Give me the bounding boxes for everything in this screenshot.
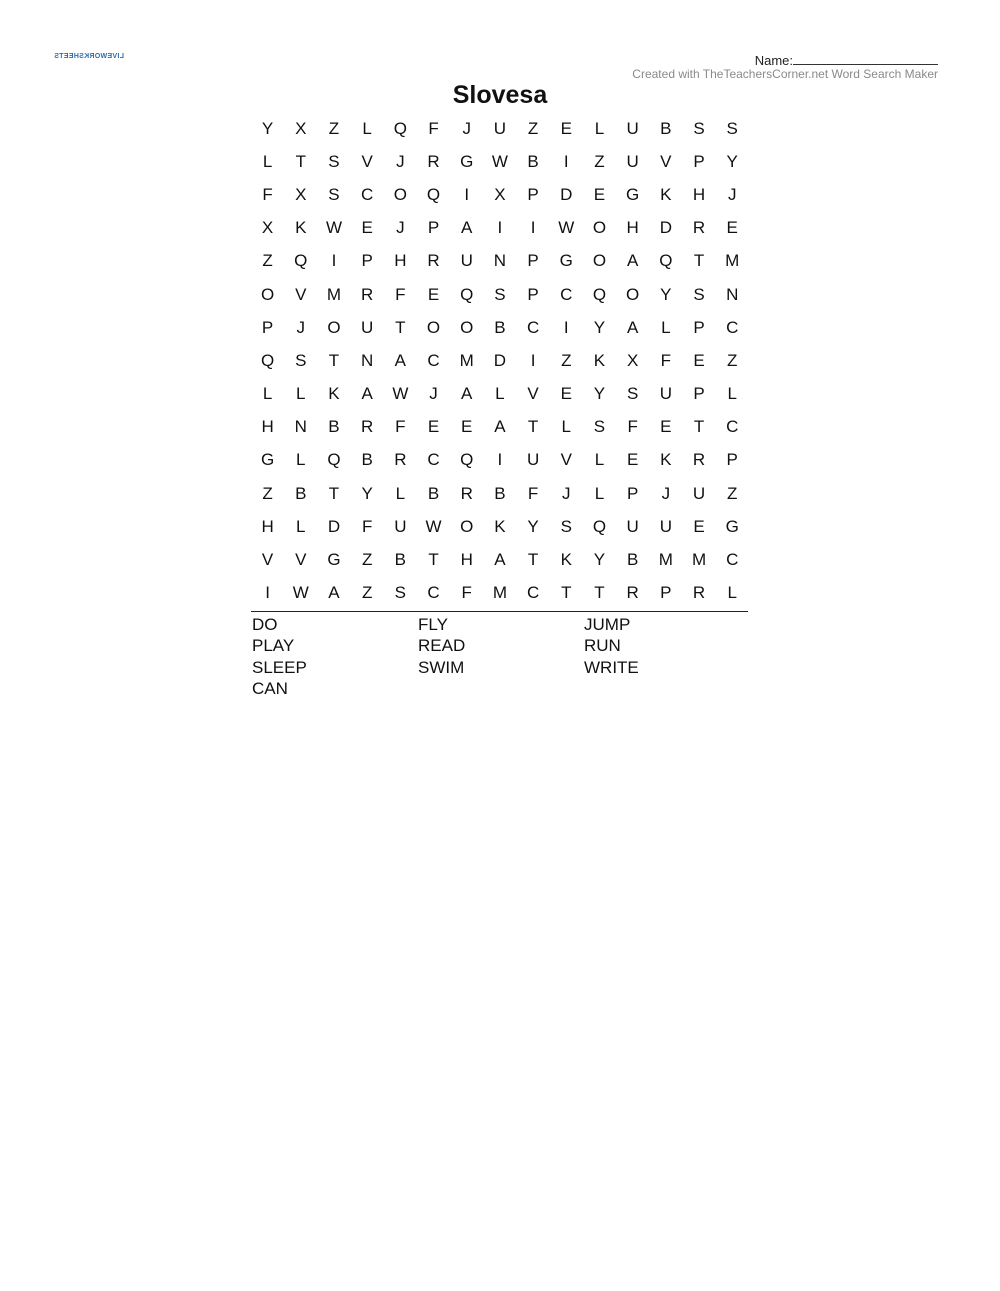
grid-letter[interactable]: I bbox=[464, 184, 470, 204]
grid-letter[interactable]: G bbox=[327, 550, 341, 570]
grid-letter[interactable]: P bbox=[660, 583, 672, 603]
grid-letter[interactable]: P bbox=[726, 450, 738, 470]
grid-letter[interactable]: B bbox=[427, 483, 440, 503]
grid-letter[interactable]: B bbox=[494, 317, 506, 337]
grid-letter[interactable]: L bbox=[362, 118, 372, 138]
grid-letter[interactable]: T bbox=[594, 583, 605, 603]
grid-letter[interactable]: L bbox=[594, 450, 605, 470]
grid-letter[interactable]: S bbox=[726, 118, 738, 138]
grid-letter[interactable]: Z bbox=[561, 350, 572, 370]
grid-letter[interactable]: A bbox=[328, 583, 340, 603]
grid-letter[interactable]: P bbox=[261, 317, 274, 337]
grid-letter[interactable]: Q bbox=[460, 284, 474, 304]
grid-letter[interactable]: Y bbox=[660, 284, 672, 304]
grid-letter[interactable]: K bbox=[593, 350, 606, 370]
grid-letter[interactable]: U bbox=[626, 516, 639, 536]
grid-letter[interactable]: K bbox=[494, 516, 506, 536]
grid-letter[interactable]: O bbox=[327, 317, 341, 337]
word-list-item: FLY bbox=[418, 615, 448, 634]
grid-letter[interactable]: S bbox=[693, 284, 705, 304]
grid-letter[interactable]: D bbox=[560, 184, 573, 204]
grid-letter[interactable]: P bbox=[427, 218, 440, 238]
grid-letter[interactable]: T bbox=[295, 151, 306, 171]
grid-letter[interactable]: U bbox=[460, 251, 473, 271]
grid-letter[interactable]: X bbox=[626, 350, 639, 370]
grid-letter[interactable]: R bbox=[361, 284, 374, 304]
grid-letter[interactable]: E bbox=[693, 516, 705, 536]
grid-letter[interactable]: S bbox=[328, 184, 340, 204]
grid-letter[interactable]: F bbox=[527, 483, 539, 503]
grid-letter[interactable]: A bbox=[461, 384, 473, 404]
grid-letter[interactable]: F bbox=[428, 118, 439, 138]
grid-letter[interactable]: V bbox=[361, 151, 373, 171]
grid-letter[interactable]: S bbox=[394, 583, 407, 603]
grid-letter[interactable]: T bbox=[395, 317, 406, 337]
grid-letter[interactable]: A bbox=[361, 384, 373, 404]
grid-letter[interactable]: I bbox=[563, 317, 569, 337]
grid-letter[interactable]: Y bbox=[527, 516, 539, 536]
grid-letter[interactable]: Z bbox=[361, 583, 373, 603]
grid-letter[interactable]: M bbox=[492, 583, 507, 603]
grid-letter[interactable]: I bbox=[265, 583, 270, 603]
grid-letter[interactable]: E bbox=[660, 417, 672, 437]
grid-letter[interactable]: Z bbox=[262, 483, 273, 503]
grid-letter[interactable]: W bbox=[491, 151, 508, 171]
grid-letter[interactable]: Y bbox=[593, 317, 606, 337]
grid-letter[interactable]: F bbox=[627, 417, 638, 437]
grid-letter[interactable]: L bbox=[395, 483, 406, 503]
grid-letter[interactable]: U bbox=[493, 118, 507, 138]
grid-letter[interactable]: Z bbox=[527, 118, 539, 138]
grid-letter[interactable]: Q bbox=[260, 350, 275, 370]
grid-letter[interactable]: Y bbox=[593, 384, 606, 404]
grid-letter[interactable]: Y bbox=[361, 483, 373, 503]
grid-letter[interactable]: C bbox=[726, 417, 739, 437]
grid-letter[interactable]: I bbox=[497, 450, 503, 470]
grid-letter[interactable]: E bbox=[560, 118, 572, 138]
grid-letter[interactable]: R bbox=[427, 251, 440, 271]
grid-letter[interactable]: W bbox=[392, 384, 409, 404]
grid-letter[interactable]: V bbox=[527, 384, 539, 404]
grid-letter[interactable]: X bbox=[261, 218, 274, 238]
grid-letter[interactable]: C bbox=[526, 583, 540, 603]
grid-letter[interactable]: S bbox=[593, 417, 606, 437]
word-list bbox=[252, 614, 752, 699]
grid-letter[interactable]: V bbox=[295, 284, 307, 304]
grid-letter[interactable]: Q bbox=[327, 450, 341, 470]
grid-letter[interactable]: J bbox=[396, 218, 405, 238]
grid-letter[interactable]: T bbox=[527, 417, 539, 437]
grid-letter[interactable]: K bbox=[660, 450, 672, 470]
grid-letter[interactable]: B bbox=[361, 450, 373, 470]
grid-letter[interactable]: H bbox=[692, 184, 706, 204]
grid-letter[interactable]: J bbox=[429, 384, 438, 404]
grid-letter[interactable]: A bbox=[394, 350, 407, 370]
grid-letter[interactable]: R bbox=[361, 417, 374, 437]
grid-letter[interactable]: L bbox=[262, 384, 273, 404]
grid-letter[interactable]: M bbox=[326, 284, 342, 304]
grid-letter[interactable]: O bbox=[260, 284, 275, 304]
grid-letter[interactable]: C bbox=[427, 450, 440, 470]
grid-letter[interactable]: O bbox=[460, 516, 474, 536]
grid-letter[interactable]: P bbox=[361, 251, 373, 271]
grid-letter[interactable]: A bbox=[461, 218, 473, 238]
grid-letter[interactable]: B bbox=[527, 151, 539, 171]
grid-letter[interactable]: H bbox=[261, 516, 274, 536]
grid-letter[interactable]: B bbox=[626, 550, 639, 570]
grid-letter[interactable]: F bbox=[461, 583, 472, 603]
grid-letter[interactable]: J bbox=[396, 151, 405, 171]
grid-letter[interactable]: W bbox=[425, 516, 442, 536]
grid-letter[interactable]: A bbox=[626, 317, 639, 337]
page-title: Slovesa bbox=[452, 81, 548, 109]
grid-letter[interactable]: B bbox=[494, 483, 506, 503]
grid-letter[interactable]: J bbox=[661, 483, 671, 503]
grid-letter[interactable]: Z bbox=[727, 350, 738, 370]
grid-letter[interactable]: N bbox=[294, 417, 307, 437]
grid-letter[interactable]: I bbox=[563, 151, 569, 171]
grid-letter[interactable]: S bbox=[295, 350, 307, 370]
grid-letter[interactable]: Q bbox=[294, 251, 308, 271]
word-list-item: SWIM bbox=[418, 657, 465, 677]
grid-letter[interactable]: Y bbox=[593, 550, 606, 570]
grid-letter[interactable]: U bbox=[659, 516, 672, 536]
grid-letter[interactable]: T bbox=[428, 550, 439, 570]
word-list-item: CAN bbox=[252, 678, 288, 698]
grid-letter[interactable]: U bbox=[526, 450, 540, 470]
grid-letter[interactable]: P bbox=[693, 317, 705, 337]
grid-letter[interactable]: A bbox=[494, 550, 506, 570]
grid-letter[interactable]: A bbox=[494, 417, 506, 437]
grid-letter[interactable]: Q bbox=[393, 118, 407, 138]
grid-letter[interactable]: Q bbox=[592, 284, 607, 304]
grid-letter[interactable]: N bbox=[726, 284, 739, 304]
grid-letter[interactable]: R bbox=[692, 450, 706, 470]
grid-letter[interactable]: D bbox=[493, 350, 507, 370]
grid-letter[interactable]: B bbox=[295, 483, 307, 503]
grid-letter[interactable]: B bbox=[394, 550, 407, 570]
grid-letter[interactable]: L bbox=[495, 384, 505, 404]
grid-letter[interactable]: J bbox=[562, 483, 571, 503]
grid-letter[interactable]: F bbox=[262, 184, 273, 204]
grid-letter[interactable]: L bbox=[594, 483, 605, 503]
divider bbox=[251, 611, 748, 612]
grid-letter[interactable]: L bbox=[296, 516, 306, 536]
grid-letter[interactable]: C bbox=[526, 317, 540, 337]
grid-letter[interactable]: M bbox=[459, 350, 474, 370]
grid-letter[interactable]: N bbox=[493, 251, 507, 271]
word-list-item: PLAY bbox=[252, 636, 295, 656]
grid-letter[interactable]: L bbox=[661, 317, 671, 337]
grid-letter[interactable]: D bbox=[659, 218, 672, 238]
grid-letter[interactable]: T bbox=[328, 483, 340, 503]
grid-letter[interactable]: M bbox=[725, 251, 740, 271]
grid-letter[interactable]: P bbox=[527, 251, 539, 271]
grid-letter[interactable]: S bbox=[693, 118, 705, 138]
grid-letter[interactable]: Q bbox=[426, 184, 441, 204]
grid-letter[interactable]: R bbox=[460, 483, 473, 503]
grid-letter[interactable]: T bbox=[693, 251, 705, 271]
grid-letter[interactable]: E bbox=[626, 450, 639, 470]
name-field[interactable] bbox=[755, 52, 938, 68]
grid-letter[interactable]: E bbox=[427, 417, 440, 437]
grid-letter[interactable]: E bbox=[693, 350, 705, 370]
grid-letter[interactable]: M bbox=[658, 550, 673, 570]
word-list-item: SLEEP bbox=[252, 657, 307, 677]
grid-letter[interactable]: E bbox=[427, 284, 440, 304]
grid-letter[interactable]: E bbox=[361, 218, 373, 238]
grid-letter[interactable]: E bbox=[593, 184, 606, 204]
grid-letter[interactable]: I bbox=[530, 350, 536, 370]
grid-letter[interactable]: L bbox=[727, 384, 737, 404]
word-list-item: DO bbox=[252, 615, 278, 634]
grid-letter[interactable]: K bbox=[660, 184, 672, 204]
grid-letter[interactable]: H bbox=[261, 417, 274, 437]
grid-letter[interactable]: L bbox=[594, 118, 605, 138]
grid-letter[interactable]: Z bbox=[328, 118, 340, 138]
grid-letter[interactable]: E bbox=[726, 218, 738, 238]
grid-letter[interactable]: S bbox=[494, 284, 506, 304]
grid-letter[interactable]: C bbox=[726, 317, 739, 337]
grid-letter[interactable]: N bbox=[361, 350, 374, 370]
grid-letter[interactable]: L bbox=[727, 583, 737, 603]
grid-letter[interactable]: Q bbox=[592, 516, 607, 536]
word-list-item: WRITE bbox=[584, 657, 639, 677]
grid-letter[interactable]: G bbox=[559, 251, 573, 271]
grid-letter[interactable]: S bbox=[560, 516, 572, 536]
grid-letter[interactable]: J bbox=[296, 317, 306, 337]
grid-letter[interactable]: I bbox=[331, 251, 337, 271]
grid-letter[interactable]: L bbox=[296, 450, 306, 470]
grid-letter[interactable]: W bbox=[292, 583, 309, 603]
word-list-item: RUN bbox=[584, 636, 621, 656]
grid-letter[interactable]: O bbox=[592, 218, 607, 238]
grid-letter[interactable]: Q bbox=[460, 450, 474, 470]
grid-letter[interactable]: R bbox=[692, 218, 706, 238]
grid-letter[interactable]: R bbox=[394, 450, 407, 470]
grid-letter[interactable]: W bbox=[558, 218, 575, 238]
grid-letter[interactable]: A bbox=[626, 251, 639, 271]
grid-letter[interactable]: M bbox=[691, 550, 707, 570]
grid-letter[interactable]: X bbox=[295, 118, 307, 138]
grid-letter[interactable]: K bbox=[560, 550, 572, 570]
grid-letter[interactable]: U bbox=[692, 483, 706, 503]
grid-letter[interactable]: H bbox=[626, 218, 639, 238]
grid-letter[interactable]: Z bbox=[361, 550, 373, 570]
grid-letter[interactable]: R bbox=[626, 583, 639, 603]
word-list-item: JUMP bbox=[584, 615, 631, 634]
grid-letter[interactable]: K bbox=[295, 218, 307, 238]
grid-letter[interactable]: Y bbox=[261, 118, 274, 138]
grid-letter[interactable]: F bbox=[395, 284, 406, 304]
grid-letter[interactable]: F bbox=[361, 516, 373, 536]
grid-letter[interactable]: Z bbox=[262, 251, 273, 271]
liveworksheets-logo: LIVEWORKSHEETS bbox=[54, 53, 124, 60]
grid-letter[interactable]: G bbox=[626, 184, 640, 204]
grid-letter[interactable]: O bbox=[393, 184, 407, 204]
grid-letter[interactable]: T bbox=[561, 583, 572, 603]
grid-letter[interactable]: G bbox=[460, 151, 474, 171]
grid-letter[interactable]: O bbox=[592, 251, 607, 271]
name-blank-line[interactable] bbox=[793, 52, 938, 65]
grid-letter[interactable]: S bbox=[626, 384, 639, 404]
grid-letter[interactable]: U bbox=[626, 151, 639, 171]
grid-letter[interactable]: H bbox=[460, 550, 473, 570]
grid-letter[interactable]: Y bbox=[726, 151, 738, 171]
grid-letter[interactable]: J bbox=[727, 184, 737, 204]
credit-text: Created with TheTeachersCorner.net Word Search Maker bbox=[632, 67, 938, 81]
grid-letter[interactable]: Z bbox=[727, 483, 738, 503]
grid-letter[interactable]: Q bbox=[659, 251, 673, 271]
grid-letter[interactable]: O bbox=[460, 317, 474, 337]
grid-letter[interactable]: F bbox=[395, 417, 406, 437]
word-search-grid bbox=[251, 112, 749, 610]
grid-letter[interactable]: E bbox=[560, 384, 572, 404]
grid-letter[interactable]: P bbox=[527, 184, 539, 204]
grid-letter[interactable]: G bbox=[725, 516, 739, 536]
grid-letter[interactable]: P bbox=[626, 483, 639, 503]
grid-letter[interactable]: U bbox=[626, 118, 639, 138]
grid-letter[interactable]: V bbox=[295, 550, 307, 570]
grid-letter[interactable]: C bbox=[427, 583, 440, 603]
grid-letter[interactable]: O bbox=[626, 284, 640, 304]
grid-letter[interactable]: V bbox=[261, 550, 274, 570]
grid-letter[interactable]: U bbox=[361, 317, 374, 337]
grid-letter[interactable]: O bbox=[426, 317, 441, 337]
grid-letter[interactable]: I bbox=[497, 218, 503, 238]
grid-letter[interactable]: T bbox=[693, 417, 705, 437]
grid-letter[interactable]: C bbox=[361, 184, 374, 204]
grid-letter[interactable]: C bbox=[726, 550, 739, 570]
grid-letter[interactable]: S bbox=[328, 151, 340, 171]
grid-letter[interactable]: B bbox=[660, 118, 672, 138]
grid-letter[interactable]: D bbox=[327, 516, 341, 536]
name-label: Name: bbox=[754, 53, 793, 68]
grid-letter[interactable]: L bbox=[296, 384, 306, 404]
grid-letter[interactable]: B bbox=[328, 417, 340, 437]
grid-letter[interactable]: P bbox=[527, 284, 539, 304]
grid-letter[interactable]: F bbox=[660, 350, 672, 370]
grid-letter[interactable]: R bbox=[692, 583, 706, 603]
grid-letter[interactable]: L bbox=[262, 151, 273, 171]
grid-letter[interactable]: T bbox=[527, 550, 539, 570]
grid-letter[interactable]: I bbox=[530, 218, 536, 238]
grid-letter[interactable]: C bbox=[560, 284, 573, 304]
grid-letter[interactable]: H bbox=[394, 251, 407, 271]
grid-letter[interactable]: V bbox=[560, 450, 572, 470]
grid-letter[interactable]: X bbox=[295, 184, 307, 204]
grid-letter[interactable]: C bbox=[427, 350, 440, 370]
grid-letter[interactable]: G bbox=[260, 450, 275, 470]
grid-letter[interactable]: P bbox=[693, 384, 705, 404]
grid-letter[interactable]: E bbox=[461, 417, 473, 437]
grid-letter[interactable]: U bbox=[659, 384, 672, 404]
grid-letter[interactable]: L bbox=[561, 417, 572, 437]
grid-letter[interactable]: W bbox=[325, 218, 342, 238]
grid-letter[interactable]: U bbox=[394, 516, 407, 536]
grid-letter[interactable]: T bbox=[328, 350, 340, 370]
word-list-item: READ bbox=[418, 636, 466, 656]
grid-letter[interactable]: X bbox=[494, 184, 506, 204]
grid-letter[interactable]: K bbox=[328, 384, 340, 404]
grid-letter[interactable]: J bbox=[462, 118, 471, 138]
grid-letter[interactable]: R bbox=[427, 151, 440, 171]
grid-letter[interactable]: P bbox=[693, 151, 705, 171]
grid-letter[interactable]: Z bbox=[594, 151, 605, 171]
grid-letter[interactable]: V bbox=[660, 151, 672, 171]
